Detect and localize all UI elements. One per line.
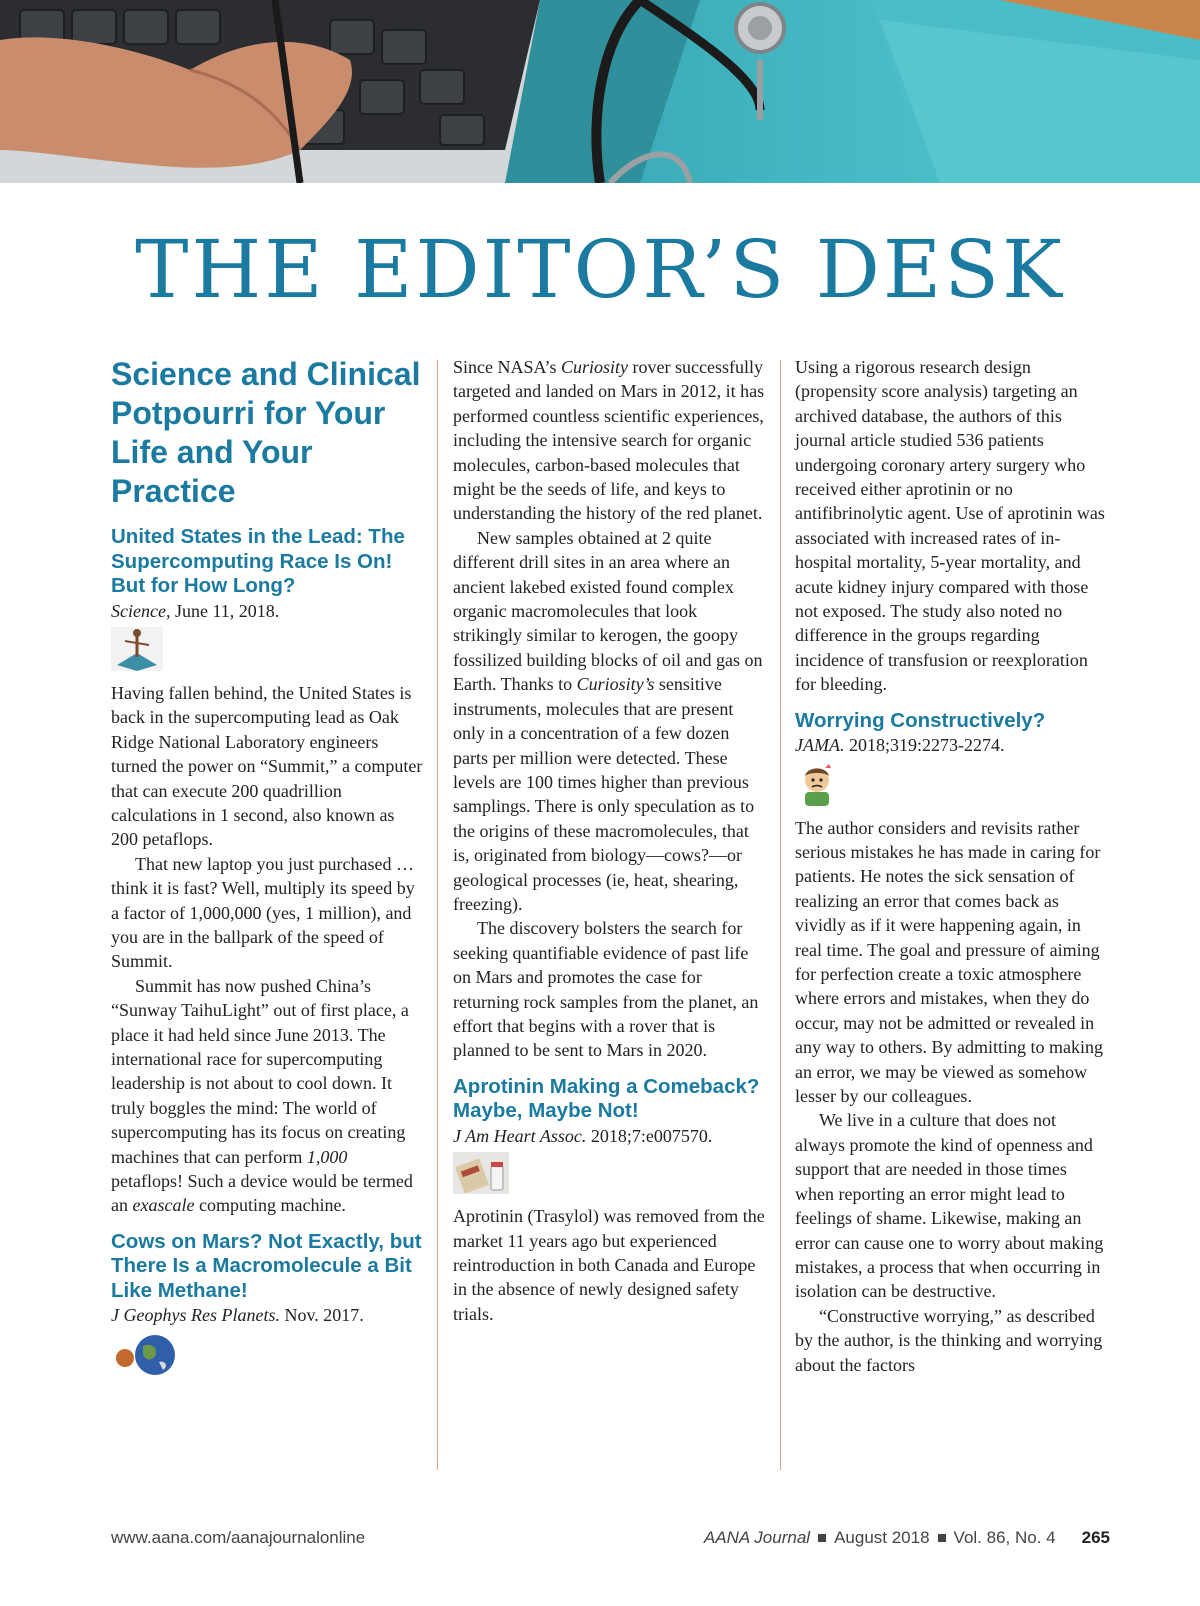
column-rule-2	[780, 360, 781, 1470]
footer-journal: AANA Journal	[703, 1528, 811, 1547]
column-1	[111, 355, 423, 1386]
paragraph: That new laptop you just purchased … think it is fast? Well, multiply its speed by a factor of 1,000,000 (yes, 1 million), and you are in the ballpark of the speed of Summit.	[111, 853, 415, 972]
header-photo-illustration	[0, 0, 1200, 183]
separator-square	[938, 1534, 946, 1542]
aprotinin-vial-thumbnail-icon	[453, 1152, 509, 1194]
masthead-title: THE EDITOR’S DESK	[135, 223, 1065, 316]
article-source-worrying: JAMA. 2018;319:2273-2274.	[795, 735, 1005, 756]
section-title: Science and Clinical Potpourri for Your Life and Your Practice	[111, 356, 421, 509]
article-title-supercomputing: United States in the Lead: The Supercomputing Race Is On! But for How Long?	[111, 525, 405, 597]
header-photo	[0, 0, 1200, 183]
footer-citation	[704, 1528, 1110, 1548]
paragraph: Aprotinin (Trasylol) was removed from the market 11 years ago but experienced reintroduction in both Canada and Europe in the absence of newly designed safety trials.	[453, 1206, 765, 1324]
article-source-supercomputing: Science, June 11, 2018.	[111, 600, 280, 621]
paragraph: Summit has now pushed China’s “Sunway TaihuLight” out of first place, a place it had held since June 2013. The international race for supercomputing leadership is not about to cool down. It truly boggles the mind: The world of supercomputing has its focus on creating machines that can perform 1,000 petaflops! Such a device would be termed an exascale computing machine.	[111, 975, 413, 1216]
worried-person-thumbnail-icon	[795, 762, 839, 806]
footer-url[interactable]: www.aana.com/aanajournalonline	[111, 1528, 366, 1547]
article-title-mars: Cows on Mars? Not Exactly, but There Is a Macromolecule a Bit Like Methane!	[111, 1229, 422, 1302]
separator-square	[818, 1534, 826, 1542]
paragraph: The author considers and revisits rather serious mistakes he has made in caring for patients. He notes the sick sensation of realizing an error that comes back as vividly as if it were happening again, in real time. The goal and pressure of aiming for perfection create a toxic atmosphere where errors and mistakes, when they do occur, may not be admitted or revealed in any way to others. By admitting to making an error, we may be viewed as somehow lesser by our colleagues.	[795, 817, 1103, 1107]
paragraph: New samples obtained at 2 quite different drill sites in an area where an ancient lakebed existed found complex organic macromolecules that look strikingly similar to kerogen, the goopy fossilized building blocks of oil and gas on Earth. Thanks to Curiosity’s sensitive instruments, molecules that are present only in a concentration of a few dozen parts per million were detected. These levels are 100 times higher than previous samplings. There is only speculation as to the origins of these macromolecules, that is, originated from biology—cows?—or geological processes (ie, heat, shearing, freezing).	[453, 527, 763, 914]
paragraph: Having fallen behind, the United States is back in the supercomputing lead as Oak Ridge National Laboratory engineers turned the power on “Summit,” a computer that can execute 200 quadrillion calculations in 1 second, also known as 200 petaflops.	[111, 682, 423, 850]
paragraph: The discovery bolsters the search for seeking quantifiable evidence of past life on Mars and promotes the case for returning rock samples from the planet, an effort that begins with a rover that is planned to be sent to Mars in 2020.	[453, 918, 759, 1061]
footer-date: August 2018	[834, 1528, 930, 1547]
article-title-aprotinin: Aprotinin Making a Comeback? Maybe, Maybe Not!	[453, 1074, 760, 1123]
page-number: 265	[1081, 1528, 1110, 1547]
article-title-worrying: Worrying Constructively?	[795, 708, 1046, 732]
article-source-mars: J Geophys Res Planets. Nov. 2017.	[111, 1305, 364, 1326]
column-3	[795, 355, 1110, 1377]
paragraph: Since NASA’s Curiosity rover successfully targeted and landed on Mars in 2012, it has performed countless scientific experiences, including the intensive search for organic molecules, carbon-based molecules that might be the seeds of life, and keys to understanding the history of the red planet.	[453, 357, 765, 524]
mars-earth-thumbnail-icon	[111, 1332, 177, 1378]
paragraph: We live in a culture that does not always promote the kind of openness and support that are needed in those times when reporting an error might lead to feelings of shame. Likewise, making an error can cause one to worry about making mistakes, a process that when occurring in isolation can be destructive.	[795, 1110, 1104, 1302]
paragraph: Using a rigorous research design (propensity score analysis) targeting an archived database, the authors of this journal article studied 536 patients undergoing coronary artery surgery who received either aprotinin or no antifibrinolytic agent. Use of aprotinin was associated with increased rates of in-hospital mortality, 5-year mortality, and acute kidney injury compared with those not exposed. The study also noted no difference in the groups regarding incidence of transfusion or reexploration for bleeding.	[795, 357, 1105, 695]
paragraph: “Constructive worrying,” as described by the author, is the thinking and worrying about the factors	[795, 1305, 1103, 1375]
column-2	[453, 355, 767, 1326]
footer-volume: Vol. 86, No. 4	[953, 1528, 1056, 1547]
column-rule-1	[437, 360, 438, 1470]
supercomputer-thumbnail-icon	[111, 627, 163, 671]
article-source-aprotinin: J Am Heart Assoc. 2018;7:e007570.	[453, 1125, 713, 1146]
